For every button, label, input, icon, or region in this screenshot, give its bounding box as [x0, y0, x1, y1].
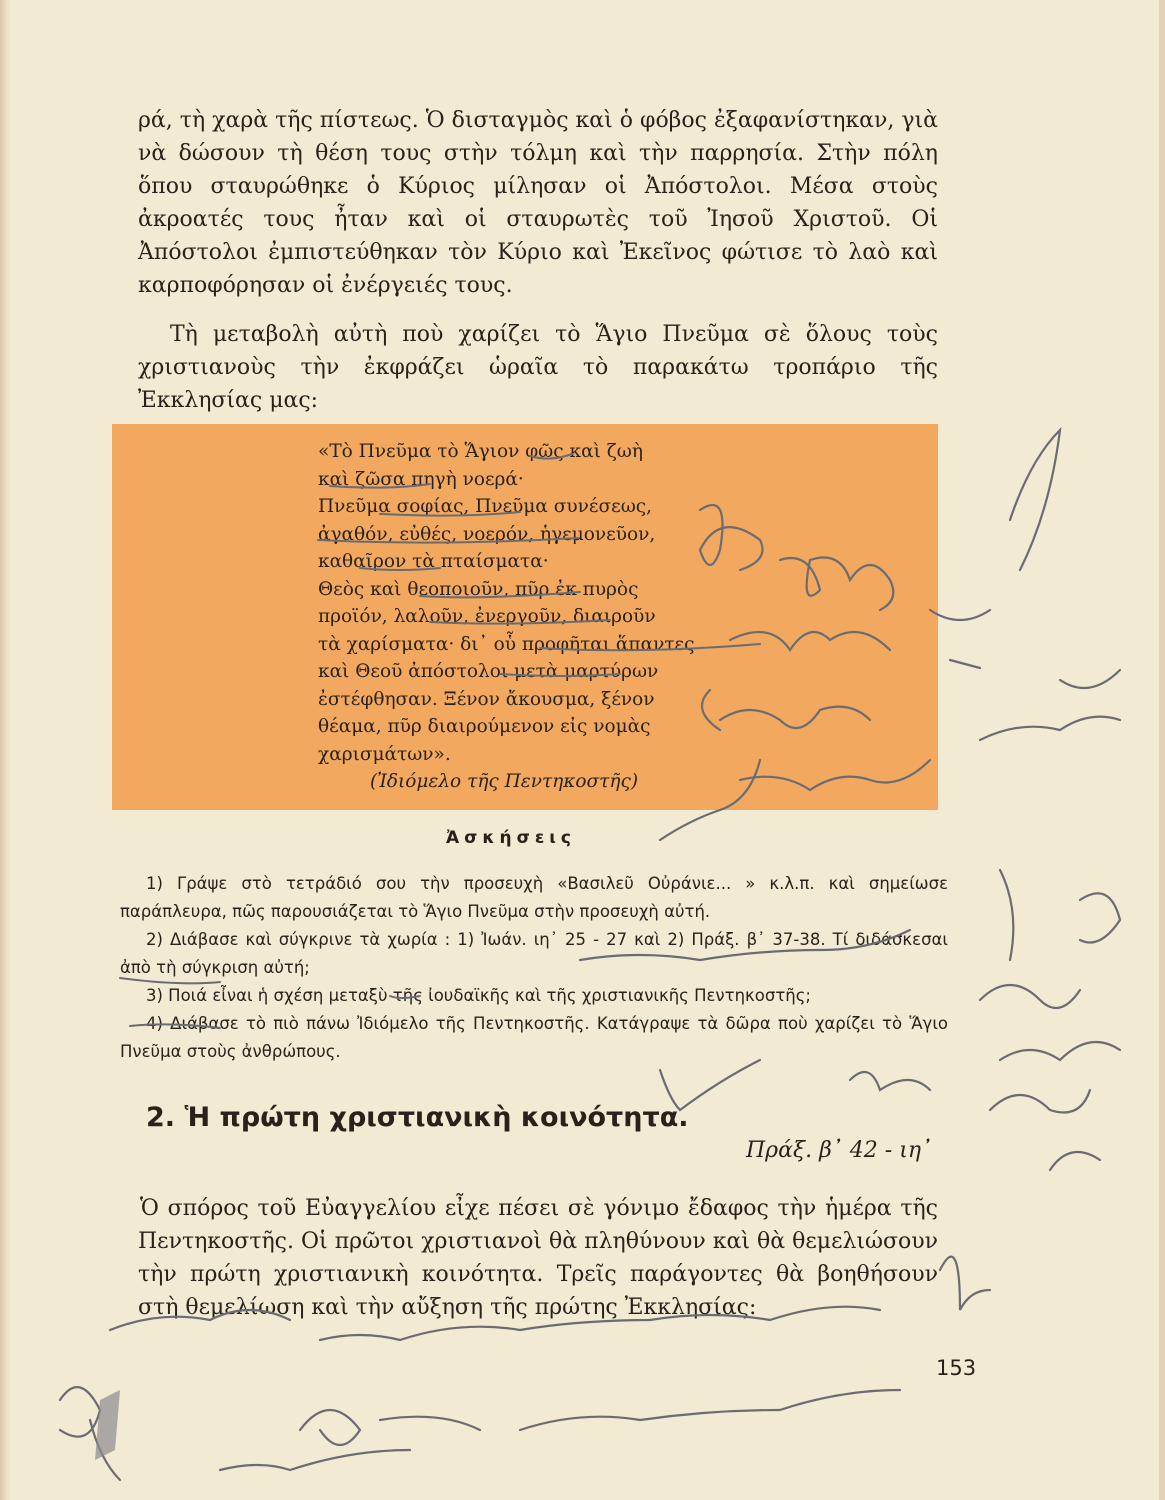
hymn-line: τὰ χαρίσματα· δι᾽ οὗ προφῆται ἅπαντες	[318, 633, 695, 655]
hymn-line: καὶ Θεοῦ ἀπόστολοι μετὰ μαρτύρων	[318, 661, 659, 682]
page-edge-right	[1159, 0, 1165, 1500]
exercises-heading: Ἀσκήσεις	[446, 828, 576, 848]
hymn-line: καθαῖρον τὰ πταίσματα·	[318, 551, 549, 572]
hymn-source: (Ἰδιόμελο τῆς Πεντηκοστῆς)	[370, 771, 639, 792]
section-title: 2. Ἡ πρώτη χριστιανικὴ κοινότητα.	[146, 1102, 689, 1133]
page-number: 153	[936, 1356, 977, 1380]
exercise-item: 4) Διάβασε τὸ πιὸ πάνω Ἰδιόμελο τῆς Πεντηκοστῆς. Κατάγραψε τὰ δῶρα ποὺ χαρίζει τὸ Ἅγιο Πνεῦμα στοὺς ἀνθρώπους.	[120, 1014, 948, 1061]
exercise-item: 1) Γράψε στὸ τετράδιό σου τὴν προσευχὴ «Βασιλεῦ Οὐράνιε... » κ.λ.π. καὶ σημείωσε παράπλευρα, πῶς παρουσιάζεται τὸ Ἅγιο Πνεῦμα στὴν προσευχὴ αὐτή.	[120, 874, 948, 921]
paragraph-1: ρά, τὴ χαρὰ τῆς πίστεως. Ὁ δισταγμὸς καὶ ὁ φόβος ἐξαφανίστηκαν, γιὰ νὰ δώσουν τὴ θέση τους στὴν τόλμη καὶ τὴν παρρησία. Στὴν πόλη ὅπου σταυρώθηκε ὁ Κύριος μίλησαν οἱ Ἀπόστολοι. Μέσα στοὺς ἀκροατές τους ἦταν καὶ οἱ σταυρωτὲς τοῦ Ἰησοῦ Χριστοῦ. Οἱ Ἀπόστολοι ἐμπιστεύθηκαν τὸν Κύριο καὶ Ἐκεῖνος φώτισε τὸ λαὸ καὶ καρποφόρησαν οἱ ἐνέργειές τους.	[138, 108, 938, 298]
exercise-item: 3) Ποιά εἶναι ἡ σχέση μεταξὺ τῆς ἰουδαϊκῆς καὶ τῆς χριστιανικῆς Πεντηκοστῆς;	[146, 986, 811, 1005]
hymn-line: «Τὸ Πνεῦμα τὸ Ἅγιον φῶς καὶ ζωὴ	[318, 441, 643, 462]
hymn-line: Θεὸς καὶ θεοποιοῦν, πῦρ ἐκ πυρὸς	[318, 578, 639, 600]
exercise-item: 2) Διάβασε καὶ σύγκρινε τὰ χωρία : 1) Ἰωάν. ιη᾽ 25 - 27 καὶ 2) Πράξ. β᾽ 37-38. Τί διδάσκεσαι ἀπὸ τὴ σύγκριση αὐτή;	[120, 930, 948, 977]
paragraph-2: Τὴ μεταβολὴ αὐτὴ ποὺ χαρίζει τὸ Ἅγιο Πνεῦμα σὲ ὅλους τοὺς χριστιανοὺς τὴν ἐκφράζει ὡραῖα τὸ παρακάτω τροπάριο τῆς Ἐκκλησίας μας:	[138, 322, 938, 413]
exercises-list	[120, 870, 948, 1066]
hymn-text	[318, 438, 748, 796]
hymn-line: Πνεῦμα σοφίας, Πνεῦμα συνέσεως,	[318, 496, 653, 517]
pencil-shading	[95, 1390, 120, 1460]
hymn-line: καὶ ζῶσα πηγὴ νοερά·	[318, 468, 524, 490]
paragraph-3: Ὁ σπόρος τοῦ Εὐαγγελίου εἶχε πέσει σὲ γόνιμο ἔδαφος τὴν ἡμέρα τῆς Πεντηκοστῆς. Οἱ πρῶτοι χριστιανοὶ θὰ πληθύνουν καὶ θὰ θεμελιώσουν τὴν πρώτη χριστιανικὴ κοινότητα. Τρεῖς παράγοντες θὰ βοηθήσουν στὴ θεμελίωση καὶ τὴν αὔξηση τῆς πρώτης Ἐκκλησίας:	[138, 1196, 938, 1320]
section-reference: Πράξ. β᾽ 42 - ιη᾽	[746, 1138, 933, 1163]
hymn-line: θέαμα, πῦρ διαιρούμενον εἰς νομὰς	[318, 716, 651, 737]
hymn-line: προϊόν, λαλοῦν, ἐνεργοῦν, διαιροῦν	[318, 606, 656, 627]
hymn-line: ἀγαθόν, εὐθές, νοερόν, ἡγεμονεῦον,	[318, 523, 656, 545]
hymn-line: ἐστέφθησαν. Ξένον ἄκουσμα, ξένον	[318, 688, 655, 710]
hymn-line: χαρισμάτων».	[318, 743, 451, 765]
page-edge-left	[0, 0, 10, 1500]
